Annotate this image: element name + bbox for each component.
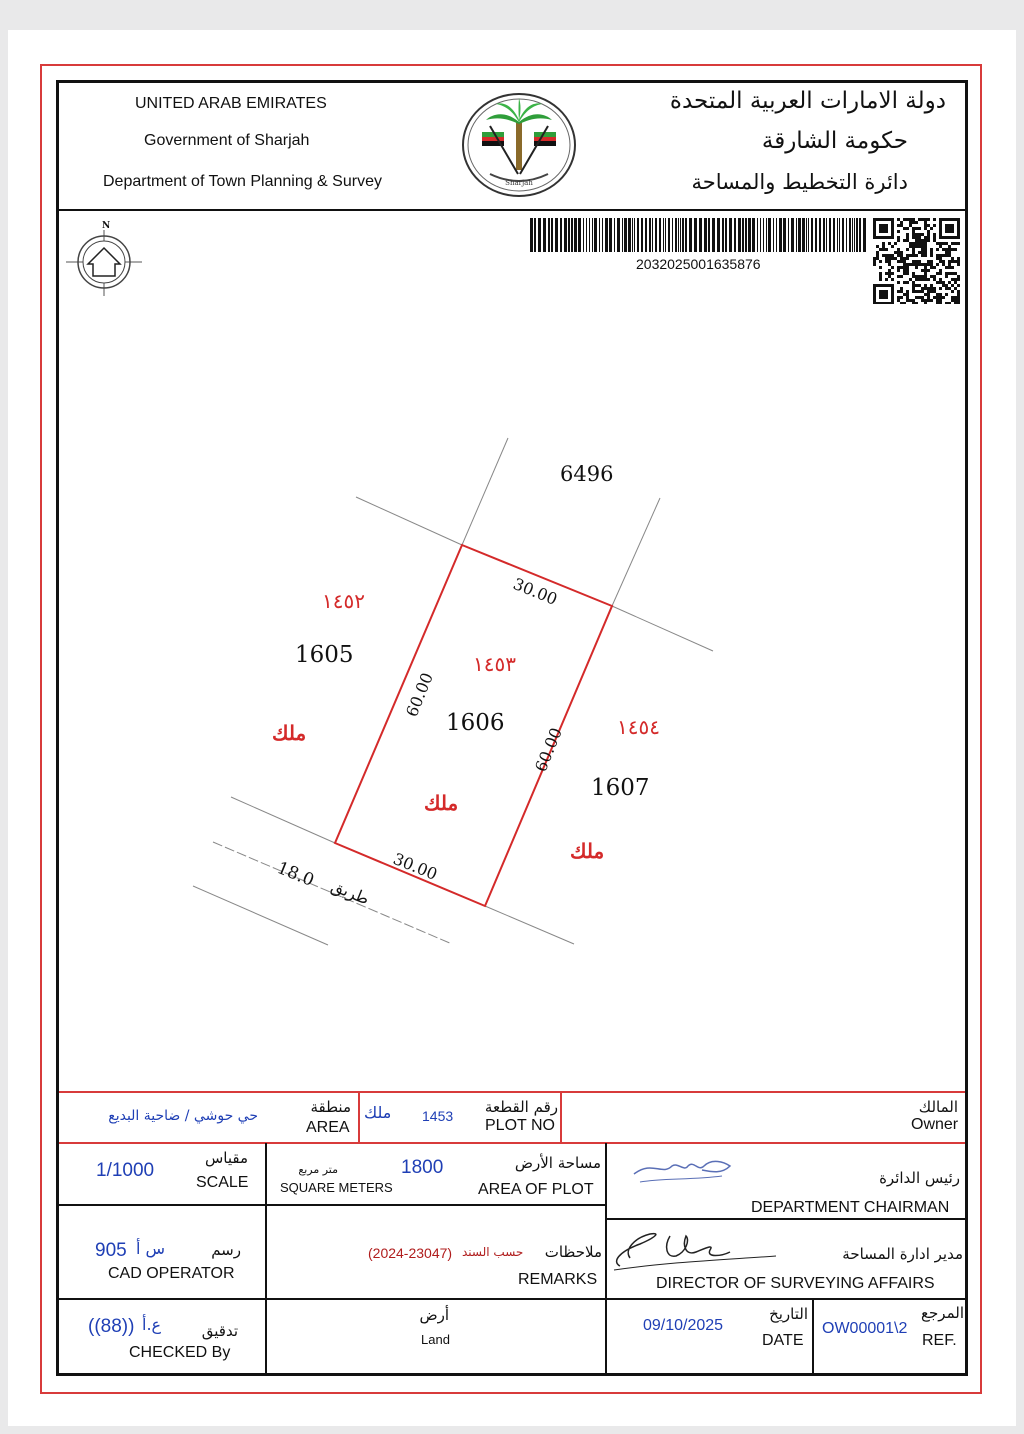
owner-label-ar: المالك xyxy=(918,1098,958,1116)
date-value: 09/10/2025 xyxy=(643,1317,724,1334)
ref-label-en: REF. xyxy=(922,1332,957,1349)
area-label-en: AREA xyxy=(306,1119,350,1136)
road-edge xyxy=(193,886,328,945)
col-divider xyxy=(265,1143,267,1373)
cad-value: 905 xyxy=(95,1240,127,1261)
barcode-number: 2032025001635876 xyxy=(636,256,761,272)
parcel-line xyxy=(231,797,335,843)
parcel-line xyxy=(356,497,462,545)
header-government-en: Government of Sharjah xyxy=(144,132,310,149)
cad-label-ar: رسم xyxy=(211,1241,241,1259)
plot-no-label-en: PLOT NO xyxy=(485,1117,555,1134)
checked-value: ((88)) xyxy=(88,1316,135,1337)
dimension-top: 30.00 xyxy=(510,574,561,609)
parcel-line xyxy=(612,498,660,606)
area-label-ar: منطقة xyxy=(310,1098,351,1116)
plot-area-label-ar: مساحة الأرض xyxy=(514,1154,601,1172)
table-top-border xyxy=(59,1091,965,1093)
date-label-ar: التاريخ xyxy=(769,1305,808,1323)
road-width: 18.0 xyxy=(274,858,317,891)
row-divider xyxy=(59,1298,965,1300)
chairman-signature-icon xyxy=(632,1152,736,1188)
ar-plot-number-center: ١٤٥٣ xyxy=(473,652,516,676)
ref-value: OW00001\2 xyxy=(822,1320,908,1337)
scale-label-en: SCALE xyxy=(196,1174,249,1191)
land-label-en: Land xyxy=(421,1332,450,1347)
col-divider xyxy=(605,1143,607,1373)
north-label: N xyxy=(102,221,111,231)
parcel-line xyxy=(612,606,713,651)
area-value: حي حوشي / ضاحية البديع xyxy=(108,1108,258,1124)
plot-no-label-ar: رقم القطعة xyxy=(484,1098,558,1116)
emblem-label: Sharjah xyxy=(505,179,533,187)
chairman-label-ar: رئيس الدائرة xyxy=(879,1169,960,1187)
dimension-left: 60.00 xyxy=(402,669,437,720)
row-divider xyxy=(59,1204,607,1206)
remarks-label-en: REMARKS xyxy=(518,1271,598,1288)
plot-number-center: 1606 xyxy=(446,710,505,736)
scale-label-ar: مقياس xyxy=(204,1149,248,1167)
header-department-en: Department of Town Planning & Survey xyxy=(103,173,382,190)
cad-value-ar: س أ xyxy=(136,1239,166,1258)
cad-label-en: CAD OPERATOR xyxy=(108,1265,235,1282)
remarks-value-ar: حسب السند xyxy=(462,1245,524,1259)
row-divider xyxy=(605,1218,965,1220)
col-divider xyxy=(560,1092,562,1142)
parcel-line xyxy=(485,906,574,944)
plot-number-east: 1607 xyxy=(591,775,650,801)
checked-label-en: CHECKED By xyxy=(129,1344,231,1361)
col-divider xyxy=(812,1299,814,1373)
ref-label-ar: المرجع xyxy=(921,1304,964,1322)
land-type-east: ملك xyxy=(570,839,605,863)
director-label-en: DIRECTOR OF SURVEYING AFFAIRS xyxy=(656,1275,935,1292)
checked-label-ar: تدقيق xyxy=(201,1322,238,1340)
plot-number-north: 6496 xyxy=(560,462,614,486)
checked-value-ar: ع.أ xyxy=(142,1315,162,1334)
header-department-ar: دائرة التخطيط والمساحة xyxy=(691,170,908,194)
parcel-line xyxy=(462,438,508,545)
plot-type-value: ملك xyxy=(364,1103,392,1122)
ar-plot-number-east: ١٤٥٤ xyxy=(617,715,660,739)
header-country-ar: دولة الامارات العربية المتحدة xyxy=(669,88,946,114)
land-type-west: ملك xyxy=(272,721,307,745)
sqm-label-ar: متر مربع xyxy=(298,1163,338,1176)
sqm-label-en: SQUARE METERS xyxy=(280,1180,393,1195)
dimension-bottom: 30.00 xyxy=(390,849,441,884)
land-label-ar: أرض xyxy=(419,1306,449,1324)
plot-no-value: 1453 xyxy=(422,1108,454,1124)
remarks-value: (2024-23047) xyxy=(368,1245,453,1261)
scale-value: 1/1000 xyxy=(96,1160,155,1181)
chairman-label-en: DEPARTMENT CHAIRMAN xyxy=(751,1199,950,1216)
dimension-right: 60.00 xyxy=(531,724,566,775)
date-label-en: DATE xyxy=(762,1332,804,1349)
header-government-ar: حكومة الشارقة xyxy=(761,128,908,154)
col-divider xyxy=(358,1092,360,1142)
director-signature-icon xyxy=(610,1226,780,1272)
row-divider xyxy=(59,1142,965,1144)
ar-plot-number-west: ١٤٥٢ xyxy=(322,589,365,613)
owner-label-en: Owner xyxy=(911,1116,959,1133)
director-label-ar: مدير ادارة المساحة xyxy=(842,1245,963,1263)
header-country-en: UNITED ARAB EMIRATES xyxy=(135,95,327,112)
remarks-label-ar: ملاحظات xyxy=(544,1243,602,1261)
plot-area-label-en: AREA OF PLOT xyxy=(478,1181,594,1198)
plot-area-value: 1800 xyxy=(401,1157,444,1178)
plot-number-west: 1605 xyxy=(295,642,354,668)
road-label: طريق xyxy=(328,876,373,909)
land-type-center: ملك xyxy=(424,791,459,815)
